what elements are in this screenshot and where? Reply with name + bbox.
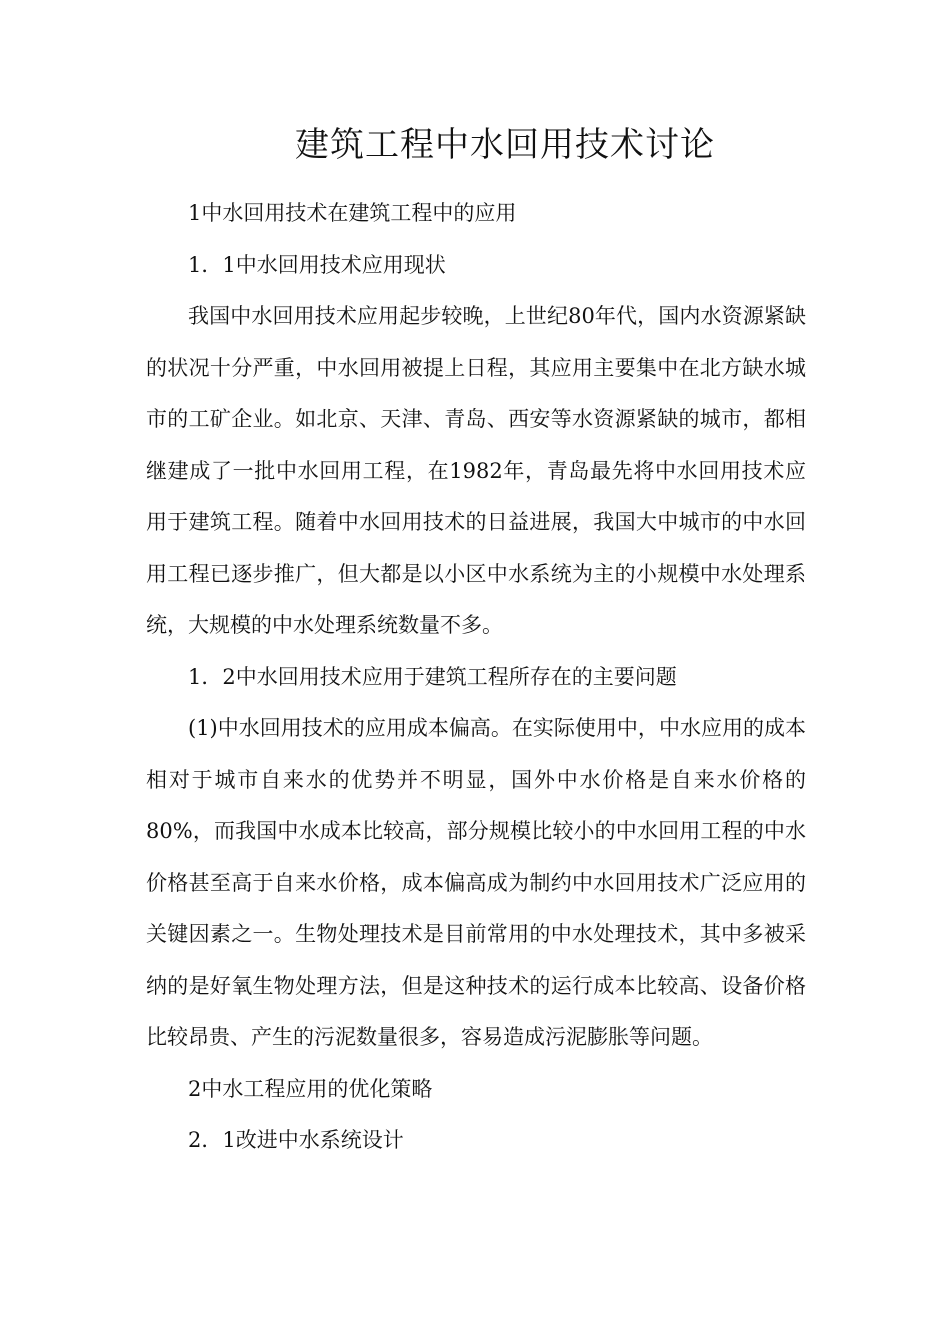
heading-section-2: 2中水工程应用的优化策略 [188,1076,433,1101]
paragraph-current-status: 我国中水回用技术应用起步较晚，上世纪80年代，国内水资源紧缺的状况十分严重，中水回用被提上日程，其应用主要集中在北方缺水城市的工矿企业。如北京、天津、青岛、西安等水资源紧缺的城市，都相继建成了一批中水回用工程，在1982年，青岛最先将中水回用技术应用于建筑工程。随着中水回用技术的日益进展，我国大中城市的中水回用工程已逐步推广，但大都是以小区中水系统为主的小规模中水处理系统，大规模的中水处理系统数量不多。 [146,304,806,637]
heading-section-1: 1中水回用技术在建筑工程中的应用 [188,201,517,225]
document-body [146,188,806,1167]
heading-section-1-1: 1．1中水回用技术应用现状 [188,252,446,277]
paragraph-main-problems: (1)中水回用技术的应用成本偏高。在实际使用中，中水应用的成本相对于城市自来水的优势并不明显，国外中水价格是自来水价格的80%，而我国中水成本比较高，部分规模比较小的中水回用工程的中水价格甚至高于自来水价格，成本偏高成为制约中水回用技术广泛应用的关键因素之一。生物处理技术是目前常用的中水处理技术，其中多被采纳的是好氧生物处理方法，但是这种技术的运行成本比较高、设备价格比较昂贵、产生的污泥数量很多，容易造成污泥膨胀等问题。 [146,716,806,1049]
heading-section-1-2: 1．2中水回用技术应用于建筑工程所存在的主要问题 [188,664,677,689]
heading-section-2-1: 2．1改进中水系统设计 [188,1128,404,1152]
document-title: 建筑工程中水回用技术讨论 [295,125,715,165]
